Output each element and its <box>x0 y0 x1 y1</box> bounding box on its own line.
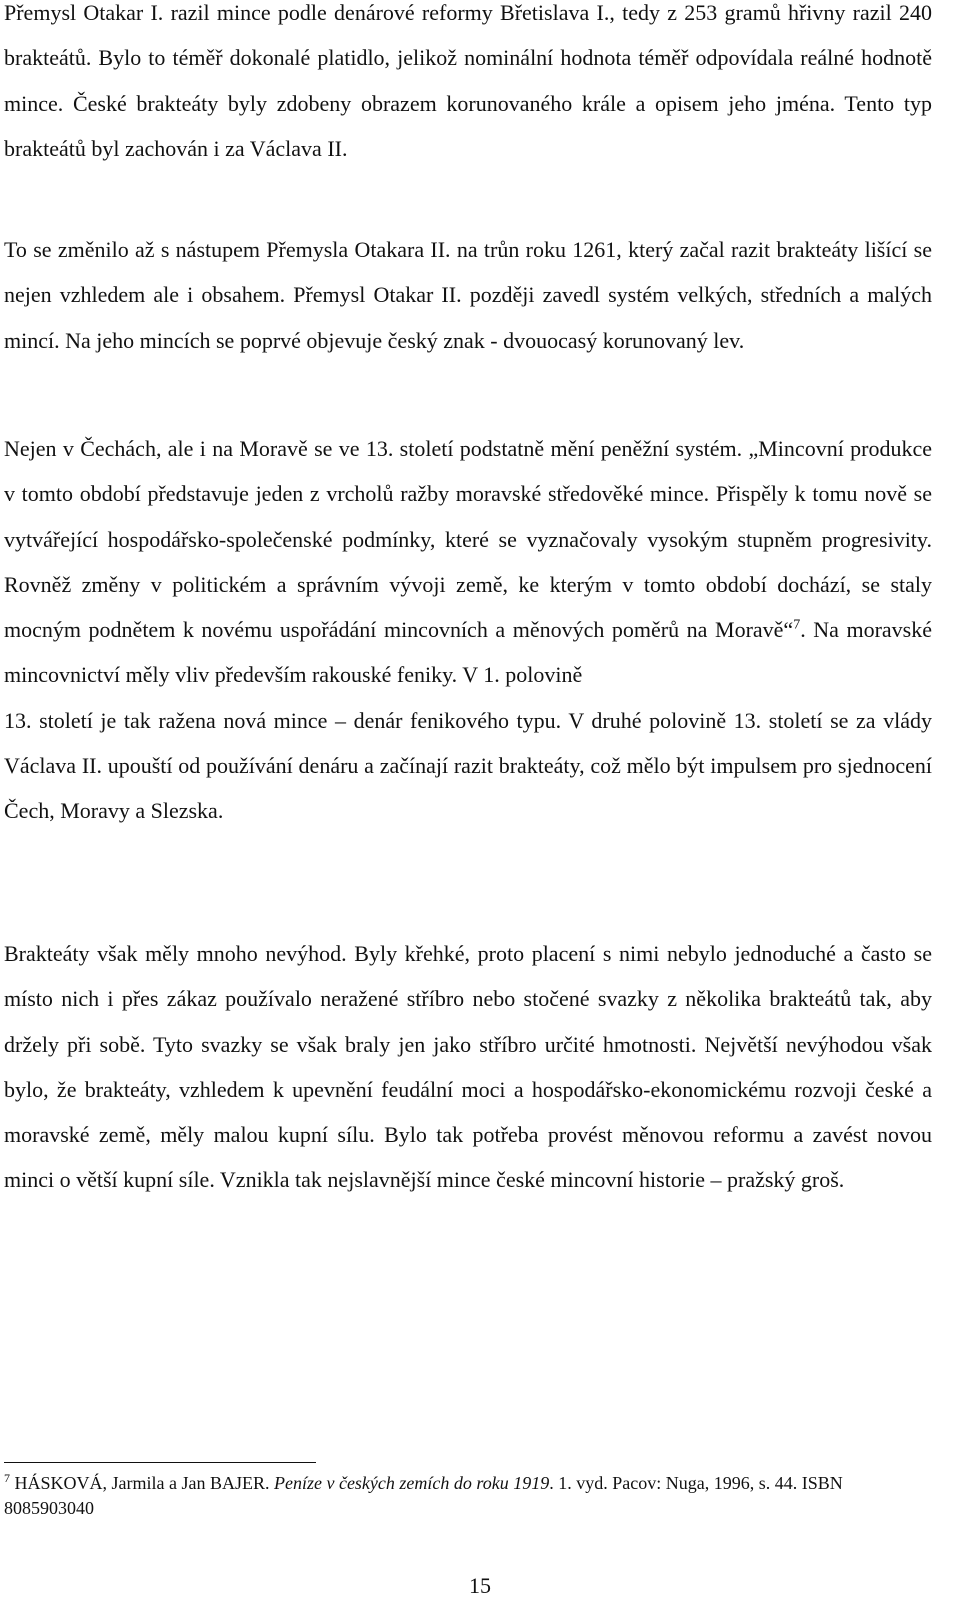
body-paragraph-3-text: Nejen v Čechách, ale i na Moravě se ve 13. století podstatně mění peněžní systém. „Mincovní produkce v tomto období představuje jeden z vrcholů ražby moravské středověké mince. Přispěly k tomu nově se vytvářející hospodářsko-společenské podmínky, které se vyznačovaly vysokým stupněm progresivity. Rovněž změny v politickém a správním vývoji země, ke kterým v tomto období dochází, se staly mocným podnětem k novému uspořádání mincovních a měnových poměrů na Moravě“ <box>4 436 932 643</box>
body-paragraph-1: Přemysl Otakar I. razil mince podle denárové reformy Břetislava I., tedy z 253 gramů hřivny razil 240 brakteátů. Bylo to téměř dokonalé platidlo, jelikož nominální hodnota téměř odpovídala reálné hodnotě mince. České brakteáty byly zdobeny obrazem korunovaného krále a opisem jeho jména. Tento typ brakteátů byl zachován i za Václava II. <box>4 0 932 161</box>
body-paragraph-3-continuation: 13. století je tak ražena nová mince – denár fenikového typu. V druhé polovině 13. století se za vlády Václava II. upouští od používání denáru a začínají razit brakteáty, což mělo být impulsem pro sjednocení Čech, Moravy a Slezska. <box>4 707 932 824</box>
body-paragraph-3 <box>4 426 932 834</box>
footnote-title: Peníze v českých zemích do roku 1919 <box>273 1473 550 1493</box>
footnote-separator <box>4 1462 316 1463</box>
page-number: 15 <box>469 1573 491 1598</box>
footnote-authors: HÁSKOVÁ, Jarmila a Jan BAJER. <box>10 1473 274 1493</box>
body-paragraph-3-text-after-note: . Na moravské mincovnictví měly vliv především rakouské feniky. V 1. polovině <box>4 617 932 688</box>
footnote-mark: 7 <box>4 1471 10 1485</box>
body-paragraph-4: Brakteáty však měly mnoho nevýhod. Byly křehké, proto placení s nimi nebylo jednoduché a často se místo nich i přes zákaz používalo neražené stříbro nebo stočené svazky z několika brakteátů tak, aby držely při sobě. Tyto svazky se však braly jen jako stříbro určité hmotnosti. Největší nevýhodou však bylo, že brakteáty, vzhledem k upevnění feudální moci a hospodářsko-ekonomickému rozvoji české a moravské země, měly malou kupní sílu. Bylo tak potřeba provést měnovou reformu a zavést novou minci o větší kupní síle. Vznikla tak nejslavnější mince české mincovní historie – pražský groš. <box>4 941 932 1193</box>
footnote-details: . 1. vyd. Pacov: Nuga, 1996, s. 44. ISBN 8085903040 <box>4 1473 843 1518</box>
footnote-reference: 7 <box>793 617 801 633</box>
footnote <box>4 1471 924 1521</box>
body-paragraph-2: To se změnilo až s nástupem Přemysla Otakara II. na trůn roku 1261, který začal razit brakteáty lišící se nejen vzhledem ale i obsahem. Přemysl Otakar II. později zavedl systém velkých, středních a malých mincí. Na jeho mincích se poprvé objevuje český znak - dvouocasý korunovaný lev. <box>4 237 932 353</box>
